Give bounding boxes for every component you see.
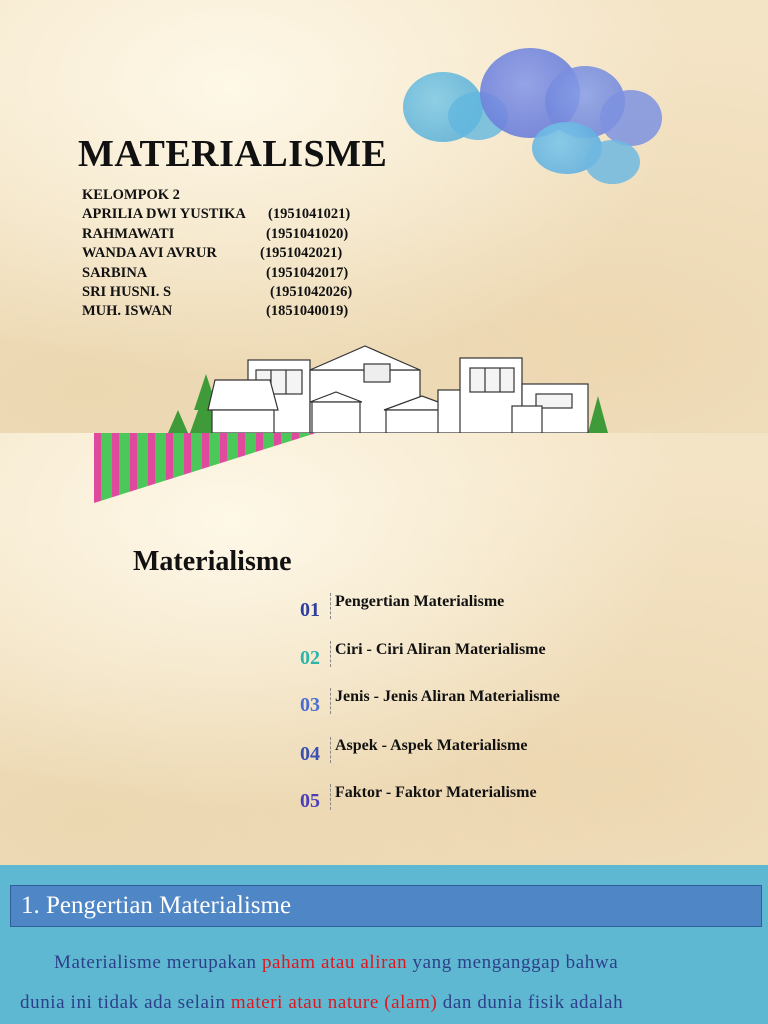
toc-divider xyxy=(330,737,331,763)
member-nim: (1951041021) xyxy=(268,206,351,223)
toc-number: 03 xyxy=(300,694,320,716)
toc-number: 02 xyxy=(300,647,320,669)
group-label: KELOMPOK 2 xyxy=(82,187,180,203)
member-nim: (1951041020) xyxy=(266,225,349,242)
highlighted-term: materi atau nature (alam) xyxy=(230,992,438,1013)
contents-slide xyxy=(0,433,768,865)
toc-label: Aspek - Aspek Materialisme xyxy=(335,737,528,754)
member-row xyxy=(82,302,349,321)
presentation-title: MATERIALISME xyxy=(78,133,388,175)
member-name: MUH. ISWAN xyxy=(82,303,173,320)
contents-title: Materialisme xyxy=(133,546,292,577)
group-members xyxy=(82,186,353,322)
member-name: SARBINA xyxy=(82,264,148,281)
text-run: yang menganggap bahwa xyxy=(407,952,619,973)
member-nim: (1851040019) xyxy=(266,303,349,320)
toc-label: Jenis - Jenis Aliran Materialisme xyxy=(335,688,560,705)
member-name: APRILIA DWI YUSTIKA xyxy=(82,206,246,223)
toc-label: Ciri - Ciri Aliran Materialisme xyxy=(335,641,546,658)
member-nim: (1951042026) xyxy=(270,283,353,300)
toc-divider xyxy=(330,688,331,714)
member-row xyxy=(82,205,351,224)
striped-ribbon-decoration xyxy=(94,433,316,503)
toc-number: 04 xyxy=(300,743,320,765)
text-run: dan dunia fisik adalah xyxy=(437,992,624,1013)
toc-label: Faktor - Faktor Materialisme xyxy=(335,784,537,801)
definition-paragraph xyxy=(20,943,760,1023)
text-run: Materialisme merupakan xyxy=(54,952,262,973)
section-heading: 1. Pengertian Materialisme xyxy=(21,892,292,919)
member-name: SRI HUSNI. S xyxy=(82,283,172,300)
toc-divider xyxy=(330,641,331,667)
member-row xyxy=(82,283,353,302)
text-run: dunia ini tidak ada selain xyxy=(20,992,231,1013)
member-row xyxy=(82,244,343,263)
toc-divider xyxy=(330,593,331,619)
toc-label: Pengertian Materialisme xyxy=(335,593,505,610)
toc-number: 01 xyxy=(300,599,320,621)
paragraph-line xyxy=(20,983,760,1023)
member-name: RAHMAWATI xyxy=(82,225,175,242)
member-nim: (1951042021) xyxy=(260,245,343,262)
toc-number: 05 xyxy=(300,790,320,812)
highlighted-term: paham atau aliran xyxy=(261,952,408,973)
member-row xyxy=(82,225,349,244)
section-heading-bar xyxy=(10,885,762,927)
member-name: WANDA AVI AVRUR xyxy=(82,245,217,262)
member-row xyxy=(82,264,349,283)
member-nim: (1951042017) xyxy=(266,264,349,281)
houses-illustration xyxy=(160,340,620,433)
paragraph-line xyxy=(20,943,760,983)
title-slide xyxy=(0,0,768,433)
toc-divider xyxy=(330,784,331,810)
definition-slide xyxy=(0,865,768,1024)
